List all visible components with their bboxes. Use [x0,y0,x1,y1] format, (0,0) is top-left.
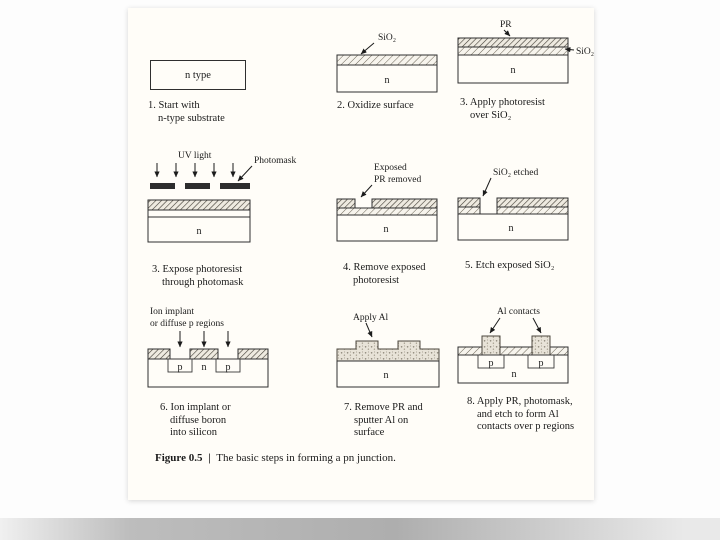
step1-caption [148,100,225,125]
caption-line: diffuse boron [170,414,227,426]
caption-line: 7. Remove PR and [344,402,423,413]
caption-line: and etch to form Al [477,408,559,420]
annotation-arrow [361,185,372,197]
step4-diagram [142,146,327,260]
oxide-layer [190,349,218,359]
al-contact [532,336,550,355]
figure-caption-label: Figure 0.5 [155,452,203,464]
annotation-arrow [504,30,510,36]
sio2-layer [337,55,437,65]
step5-diagram [328,156,453,258]
pr-layer [337,199,355,208]
annotation-arrow [533,318,541,333]
body-label: n [384,75,390,86]
annotation-arrow [238,166,252,181]
caption-line: photoresist [353,274,400,286]
wafer-body [148,359,268,387]
step9-caption [467,396,574,434]
apply-al-annotation: Apply Al [353,313,389,323]
sio2-layer [337,208,437,215]
sio2-layer [500,347,532,355]
caption-line: into silicon [170,427,217,438]
annotation-arrow [490,318,500,333]
step6-diagram [453,156,593,258]
photomask-annotation: Photomask [254,156,297,166]
caption-line: sputter Al on [354,414,409,426]
step8-diagram [328,303,463,403]
sio2-layer [497,207,568,214]
caption-line: 2. Oxidize surface [337,100,414,111]
step7-caption [160,402,231,440]
pr-layer [458,38,568,47]
step2-caption [337,100,414,113]
caption-line: contacts over p regions [477,421,575,432]
caption-line: 8. Apply PR, photomask, [467,396,573,407]
sio2-etched-annotation: SiO₂ etched [493,168,539,178]
caption-line: 5. Etch exposed SiO₂ [465,260,555,271]
step9-diagram [453,303,598,403]
step3-diagram [453,16,601,100]
uv-light-annotation: UV light [178,151,212,161]
figure-caption-separator: | [208,452,211,464]
sio2-layer [458,347,482,355]
sio2-layer [458,47,568,55]
sio2-layer [148,210,250,217]
sio2-layer [550,347,568,355]
caption-line: surface [354,427,385,438]
body-label: n [511,369,517,380]
step5-caption [343,262,426,287]
caption-line: over SiO₂ [470,109,512,121]
body-label: n [383,224,389,235]
oxide-layer [148,349,170,359]
pr-layer [497,198,568,207]
slide-page [128,8,594,500]
caption-line: 3. Apply photoresist [460,97,545,108]
step3-caption [460,97,545,122]
n-type-substrate-box [150,60,246,90]
p-region-label: p [177,362,183,373]
step6-caption [465,260,554,273]
sio2-annotation: SiO₂ [378,33,397,43]
caption-line: 1. Start with [148,100,200,111]
annotation-arrow [483,178,491,196]
figure-caption [155,452,396,464]
step7-diagram [142,303,327,403]
caption-line: 3. Expose photoresist [152,264,243,275]
p-region-label: p [488,358,494,369]
p-region-label: p [538,358,544,369]
annotation-arrow [361,43,374,54]
pr-layer [372,199,437,208]
ion-implant-annotation: Ion implant [150,307,195,317]
n-type-label: n type [185,69,211,81]
pr-annotation: PR [500,20,512,30]
photomask-bar [220,183,250,189]
caption-line: 6. Ion implant or [160,402,231,413]
bottom-gray-strip [0,518,720,540]
p-region-label: p [225,362,231,373]
sio2-layer [458,207,480,214]
al-contacts-annotation: Al contacts [497,307,541,317]
ion-implant-annotation: or diffuse p regions [150,319,224,329]
caption-line: through photomask [162,276,244,288]
pr-layer [458,198,480,207]
step8-caption [344,402,423,440]
exposed-pr-annotation: Exposed [374,163,407,173]
body-label: n [201,362,207,373]
step4-caption [152,264,243,289]
figure-caption-text: The basic steps in forming a pn junction. [216,452,396,464]
annotation-arrow [366,323,372,337]
al-layer [337,341,439,361]
oxide-layer [238,349,268,359]
sio2-annotation: SiO₂ [576,47,595,57]
body-label: n [510,65,516,76]
step2-diagram [328,28,448,106]
exposed-pr-annotation: PR removed [374,175,422,185]
caption-line: n-type substrate [158,112,225,124]
al-contact [482,336,500,355]
body-label: n [196,226,202,237]
photomask-bar [185,183,210,189]
body-label: n [383,370,389,381]
photomask-bar [150,183,175,189]
body-label: n [508,223,514,234]
caption-line: 4. Remove exposed [343,262,426,273]
pr-layer [148,200,250,210]
